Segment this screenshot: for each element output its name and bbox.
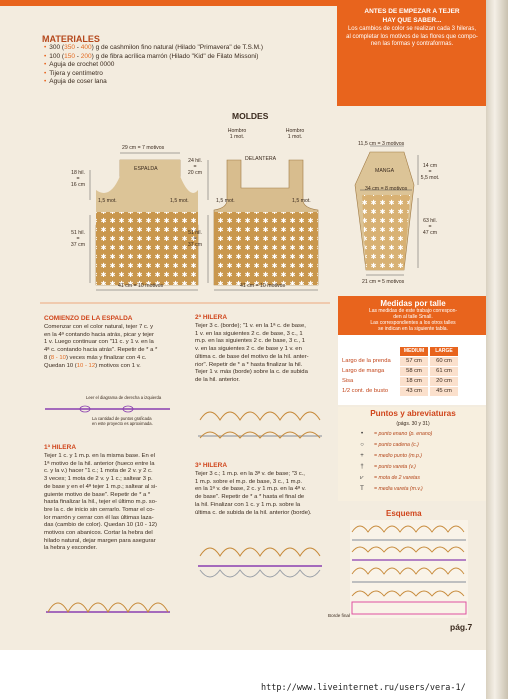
puntos-title: Puntos y abreviaturas (370, 409, 456, 418)
stitch-symbol-icon: T (360, 486, 364, 492)
hilera2-line: última c. de base del motivo de la hil. anter- (195, 353, 309, 360)
hilera2-line: de la hil. anterior. (195, 376, 240, 383)
hilera1-line: lor marrón y cerrar con él las últimas laza- (44, 514, 154, 521)
delantera-left2: 51 hil. = 37 cm (187, 230, 203, 248)
materiales-item: • Aguja de crochet 0000 (44, 61, 344, 70)
stitch-symbol-icon: † (360, 464, 364, 470)
stitch-diagram-row3 (198, 548, 322, 577)
espalda-section-body: Comenzar con el color natural, tejer 7 c. y en la 4ª contando hacia atrás, picar y tejer 1 v. Luego continuar con "11 c. y 1 v. en la 4ª c. contando hacia atrás". Repetir de * a * 8 (8 - 10) veces más y finalizar con 4 c. Quedan 10 (10 - 12) motivos con 1 v. (44, 324, 158, 369)
hilera2-line: Tejer 3 c. (borde); "1 v. en la 1ª c. de base, (195, 323, 306, 329)
medidas-sub1: Las medidas de este trabajo correspon- (368, 308, 458, 314)
borde-final-label: Borde final (328, 613, 350, 618)
manga-name: MANGA (375, 168, 395, 174)
hilera1-line: das (cambio de color). Quedan 10 (10 - 12) (44, 522, 157, 529)
medidas-row: Largo de manga 58 cm 61 cm (342, 366, 484, 376)
espalda-left2: 51 hil. = 37 cm (70, 230, 86, 248)
delantera-mot-right: 1,5 mot. (292, 198, 311, 204)
medidas-header-row (342, 346, 484, 356)
medidas-sub2: den al talle Small. (393, 314, 433, 320)
espalda-top-label: 29 cm = 7 motivos (122, 145, 165, 151)
puntos-sub: (págs. 30 y 31) (396, 421, 430, 427)
hilera1-line: bre la c. de inicio sin cerrarlo. Tomar el co- (44, 506, 155, 513)
stitch-diagram-row1 (46, 603, 170, 612)
moldes-title: MOLDES (232, 111, 269, 121)
delantera-hombro-right: Hombro 1 mot. (285, 128, 305, 140)
materiales-item: • Tijera y centímetro (44, 70, 344, 79)
hilera3-line: en la 1ª v. de base, 2 c. y 1 m.p. en la 4ª v. (195, 486, 306, 493)
col-medium: MEDIUM (400, 347, 428, 356)
page-binding-edge (486, 0, 508, 699)
espalda-mot-left: 1,5 mot. (98, 198, 117, 204)
stitch-abbreviation: = punto vareta (v.) (374, 464, 416, 470)
medidas-header (338, 296, 488, 335)
hilera3-line: última c. de subida de la hil. anterior (borde). (195, 509, 312, 516)
hilera1-title: 1ª HILERA (44, 444, 77, 451)
diagram-note-1: La cantidad de puntos graficada (92, 416, 152, 421)
delantera-name: DELANTERA (245, 156, 277, 162)
hilera2-title: 2ª HILERA (195, 314, 228, 321)
footer-url[interactable]: http://www.liveinternet.ru/users/vera-1/ (261, 683, 466, 693)
delantera-mot-left: 1,5 mot. (216, 198, 235, 204)
puntos-box (338, 407, 488, 501)
hilera1-line: hasta finalizar la hil., tejer el último m.p. so- (44, 499, 157, 506)
manga-mid-label: 34 cm = 8 motivos (365, 186, 408, 192)
hilera3-line: Tejer 3 c.; 1 m.p. en la 3ª v. de base; "3 c., (195, 471, 305, 477)
hilera1-line: motivos con abanicos. Cortar la hebra del (44, 530, 153, 537)
hilera1-line: 1ª motivo de la hil. anterior (hueco entre la (44, 460, 155, 467)
materiales-item: • 100 (150 - 200) g de fibra acrílica marrón (Hilado "Kid" de Filato Missoni) (44, 53, 344, 62)
medidas-sub3: Las correspondientes a los otros talles (370, 320, 456, 326)
medidas-row: 1/2 cont. de busto 43 cm 45 cm (342, 386, 484, 396)
col-large: LARGE (430, 347, 458, 356)
delantera-hombro-left: Hombro 1 mot. (227, 128, 247, 140)
stitch-diagram-row2 (198, 412, 322, 438)
stitch-abbreviation: = punto cadena (c.) (374, 442, 419, 448)
hilera2-line: Tejer 1 v. más (borde) sobre la c. de subida (195, 369, 308, 376)
esquema-diagram (350, 520, 468, 618)
hilera3-title: 3ª HILERA (195, 462, 228, 469)
hilera1-line: la hebra y esconder. (44, 545, 98, 552)
medidas-box (338, 296, 488, 405)
hilera1-line: c. y la v.) hacer "1 c.; 1 mota de 2 v. y 2 c. (44, 468, 153, 475)
medidas-row: Largo de la prenda 57 cm 60 cm (342, 356, 484, 366)
diagram-note-2: en este proyecto es aproximada. (92, 421, 153, 426)
hilera3-line: la hil. Finalizar con 1 c. y 1 m.p. sobre la (195, 501, 301, 508)
manga-bottom-label: 21 cm = 5 motivos (362, 279, 405, 285)
antes-title-1: ANTES DE EMPEZAR A TEJER (364, 8, 460, 15)
delantera-left1: 24 hil. = 20 cm (187, 158, 203, 176)
hilera3-line: de base". Repetir de * a * hasta el final de (195, 494, 305, 501)
hilera3-body (195, 471, 335, 517)
espalda-section-title: COMIENZO DE LA ESPALDA (44, 315, 133, 322)
stitch-abbreviation: = punto enano (p. enano) (374, 431, 433, 437)
medidas-sub4: se indican en la siguiente tabla. (378, 326, 448, 332)
delantera-shape (214, 160, 318, 285)
hilera2-line: rior". Repetir de * a * hasta finalizar la hil. (195, 361, 303, 368)
stitch-diagram-base (45, 406, 170, 412)
hilera1-line: Tejer 1 c. y 1 m.p. en la misma base. En el (44, 453, 155, 459)
materiales-item: • 300 (350 - 400) g de cashmilon fino natural (Hilado "Primavera" de T.S.M.) (44, 44, 344, 53)
stitch-abbreviation: = media vareta (m.v.) (374, 486, 423, 492)
esquema-title: Esquema (386, 509, 422, 518)
page-number: pág.7 (450, 622, 473, 632)
hilera1-line: de base y en el 4ª tejer 1 m.p.; saltear al si- (44, 483, 158, 490)
antes-body: Los cambios de color se realizan cada 3 hileras, al completar los motivos de las flores que compo-nen las formas y contraformas. (346, 26, 478, 48)
hilera1-line: guiente motivo de base". Repetir de * a * (44, 491, 151, 498)
stitch-symbol-icon: ⩗ (360, 475, 364, 481)
espalda-shape (96, 160, 198, 285)
hilera2-line: v. en las siguientes 2 c. de base y 1 v. en (195, 346, 302, 353)
hilera2-body (195, 323, 335, 385)
espalda-bottom-label: 41 cm = 10 motivos (118, 283, 164, 289)
medidas-row: Sisa 18 cm 20 cm (342, 376, 484, 386)
hilera1-body (44, 453, 189, 553)
stitch-symbol-icon: • (360, 431, 364, 437)
hilera1-line: hilado natural, dejar margen para asegurar (44, 537, 156, 544)
stitch-abbreviation: = medio punto (m.p.) (374, 453, 423, 459)
stitch-symbol-icon: + (360, 453, 364, 459)
delantera-bottom-label: 41 cm = 10 motivos (240, 283, 286, 289)
medidas-table (342, 346, 484, 396)
stitch-abbreviation: = mota de 2 varetas (374, 475, 420, 481)
manga-right1: 14 cm = 5,5 mot. (420, 163, 440, 181)
manga-top-label: 11,5 cm = 3 motivos (358, 141, 405, 147)
manga-right2: 63 hil. = 47 cm (422, 218, 438, 236)
materiales-item: • Aguja de coser lana (44, 78, 344, 87)
hilera2-line: m.p. en las siguientes 2 c. de base, 3 c., 1 (195, 338, 306, 345)
espalda-mot-right: 1,5 mot. (170, 198, 189, 204)
antes-title-2: HAY QUE SABER... (382, 17, 442, 24)
materiales-title: MATERIALES (42, 34, 100, 44)
hilera3-line: 1 m.p. sobre el m.p. de base, 3 c., 1 m.p. (195, 478, 303, 485)
hilera1-line: 3 veces; 1 mota de 2 v. y 1 c.; saltear 3 p. (44, 476, 153, 483)
medidas-title: Medidas por talle (380, 299, 446, 308)
hilera2-line: 1 v. en las siguientes 2 c. de base, 3 c., 1 (195, 330, 303, 337)
espalda-name: ESPALDA (134, 166, 158, 172)
diagram-note-direction: Leer el diagrama de derecha a izquierda (86, 395, 162, 400)
espalda-left1: 18 hil. = 16 cm (70, 170, 86, 188)
stitch-symbol-icon: ○ (360, 442, 364, 448)
